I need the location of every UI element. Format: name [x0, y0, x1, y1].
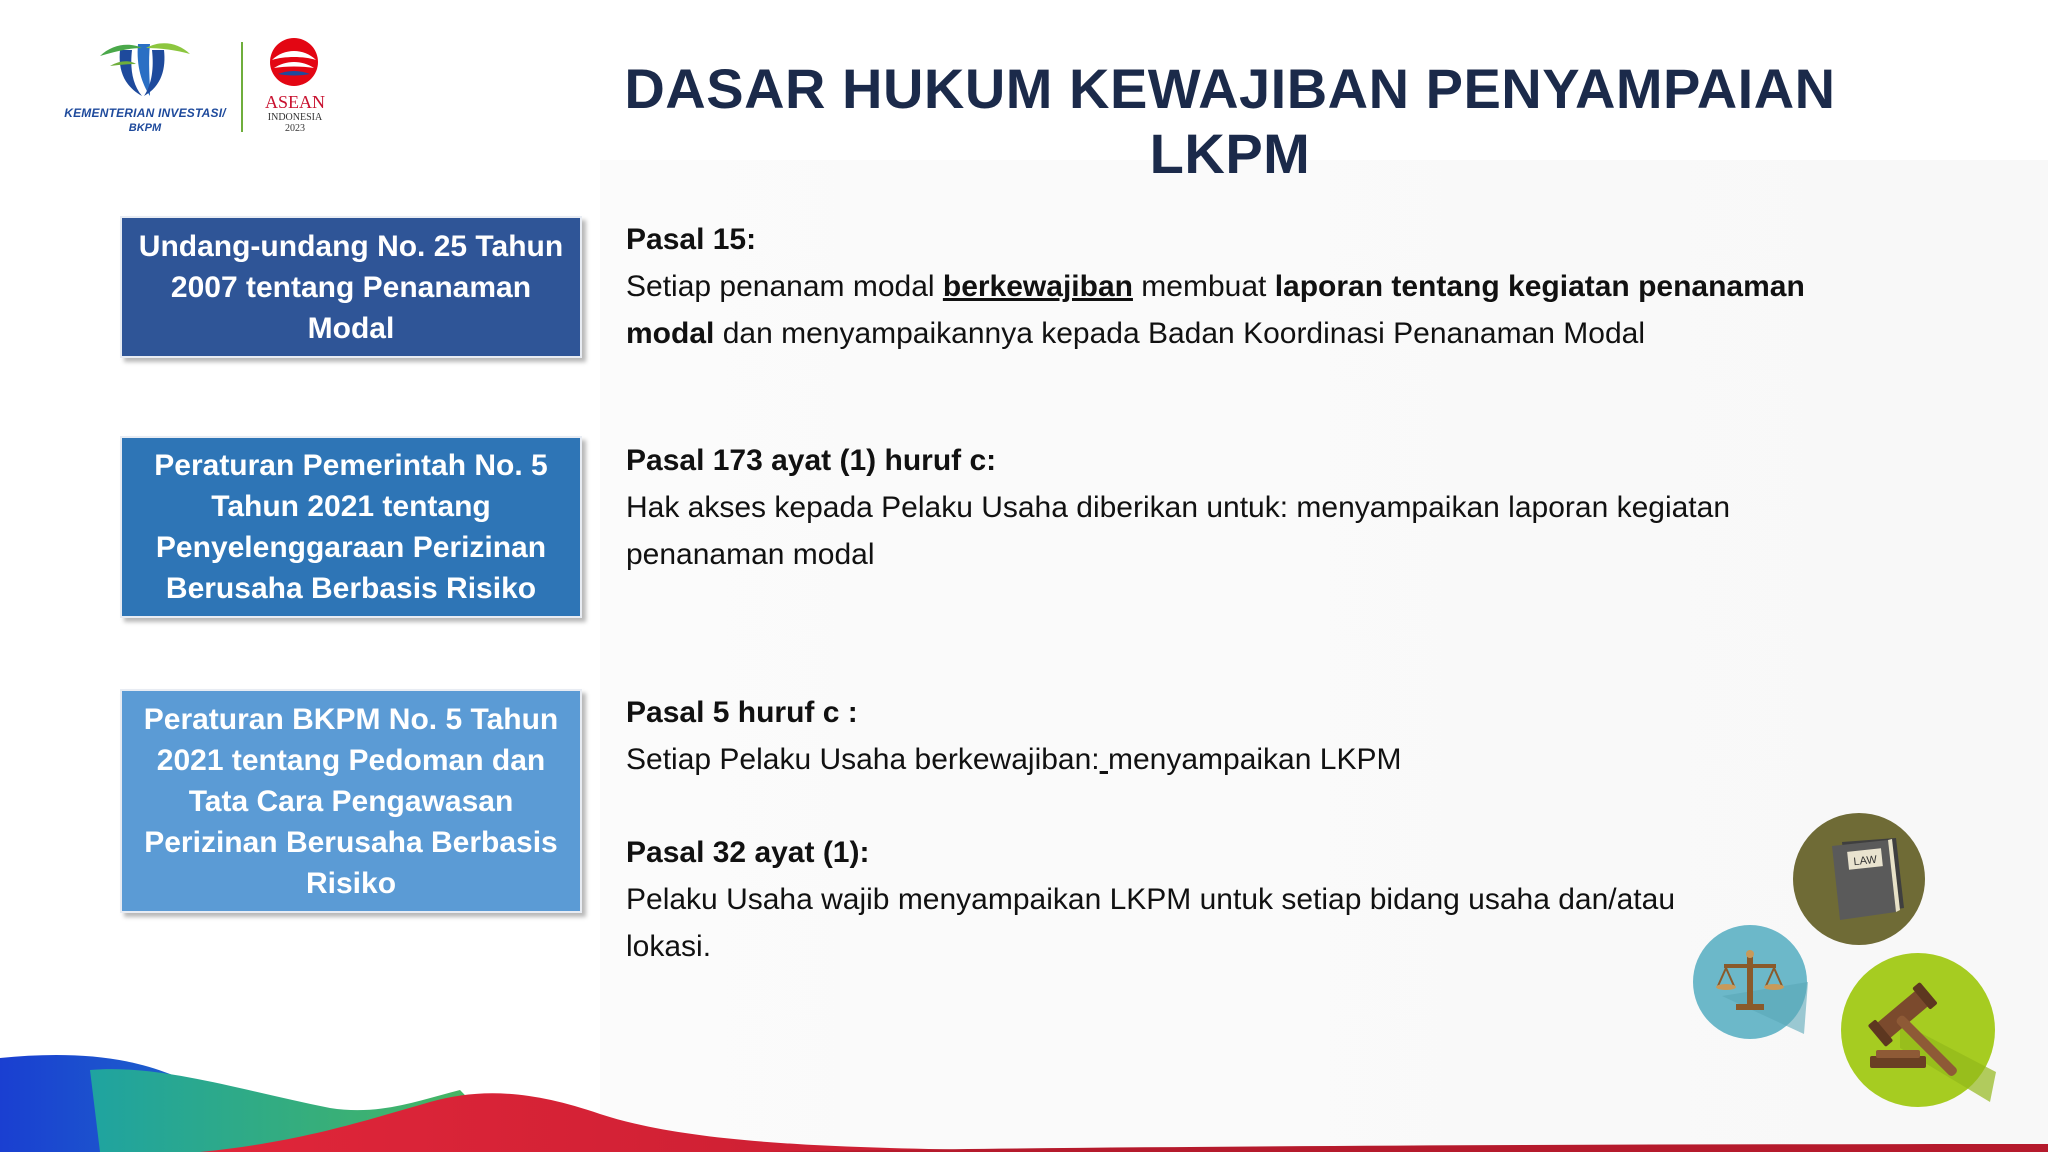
asean-indonesia-2023-logo: [258, 34, 332, 138]
law-book-icon: [1792, 812, 1926, 946]
page-title: DASAR HUKUM KEWAJIBAN PENYAMPAIAN LKPM: [624, 57, 1836, 185]
bottom-wave-decoration: [0, 1030, 2048, 1152]
regulation-box-pp-5-2021: [120, 436, 582, 618]
regulation-label: Peraturan Pemerintah No. 5 Tahun 2021 tentang Penyelenggaraan Perizinan Berusaha Berbasis Risiko: [154, 449, 548, 605]
article-heading: Pasal 15:: [626, 223, 757, 256]
kementerian-investasi-logo: [40, 36, 250, 136]
scale-of-justice-icon: [1692, 924, 1808, 1040]
article-text: Setiap penanam modal: [626, 270, 943, 303]
article-heading: Pasal 173 ayat (1) huruf c:: [626, 444, 997, 477]
article-emphasis-underlined: berkewajiban: [942, 270, 1133, 303]
regulation-box-bkpm-5-2021: [120, 689, 582, 913]
article-heading: Pasal 5 huruf c :: [626, 696, 858, 729]
article-body: Pelaku Usaha wajib menyampaikan LKPM untuk setiap bidang usaha dan/atau lokasi.: [626, 883, 1676, 963]
regulation-label: Peraturan BKPM No. 5 Tahun 2021 tentang Pedoman dan Tata Cara Pengawasan Perizinan Berusaha Berbasis Risiko: [143, 702, 559, 900]
article-text: menyampaikan LKPM: [1107, 743, 1402, 776]
logo-asean-line2: INDONESIA: [267, 112, 323, 123]
logo-kementerian-line1: KEMENTERIAN INVESTASI/: [64, 106, 226, 120]
article-pasal-15: [626, 216, 1886, 357]
article-text-underlined-space: [1100, 743, 1108, 776]
regulation-label: Undang-undang No. 25 Tahun 2007 tentang Penanaman Modal: [138, 229, 564, 345]
asean-emblem-icon: [264, 34, 324, 90]
law-book-label: LAW: [1852, 853, 1878, 869]
article-body: Hak akses kepada Pelaku Usaha diberikan untuk: menyampaikan laporan kegiatan penanaman modal: [626, 491, 1731, 571]
logo-kementerian-line2: BKPM: [128, 122, 162, 134]
kementerian-emblem-icon: [90, 36, 200, 104]
article-text: membuat: [1132, 270, 1275, 303]
article-body: [626, 263, 1886, 357]
article-emphasis-bold: laporan tentang kegiatan penanaman modal: [626, 270, 1805, 350]
article-heading: Pasal 32 ayat (1):: [626, 836, 870, 869]
regulation-box-uu-25-2007: [120, 216, 582, 358]
article-body: [626, 736, 1886, 783]
article-text: Setiap Pelaku Usaha berkewajiban:: [626, 743, 1100, 776]
article-text: dan menyampaikannya kepada Badan Koordinasi Penanaman Modal: [714, 317, 1645, 350]
logo-asean-line3: 2023: [285, 123, 305, 134]
article-pasal-173: [626, 437, 1886, 578]
article-pasal-5: [626, 689, 1886, 783]
logo-asean-line1: ASEAN: [264, 92, 325, 112]
logo-divider: [241, 42, 243, 132]
